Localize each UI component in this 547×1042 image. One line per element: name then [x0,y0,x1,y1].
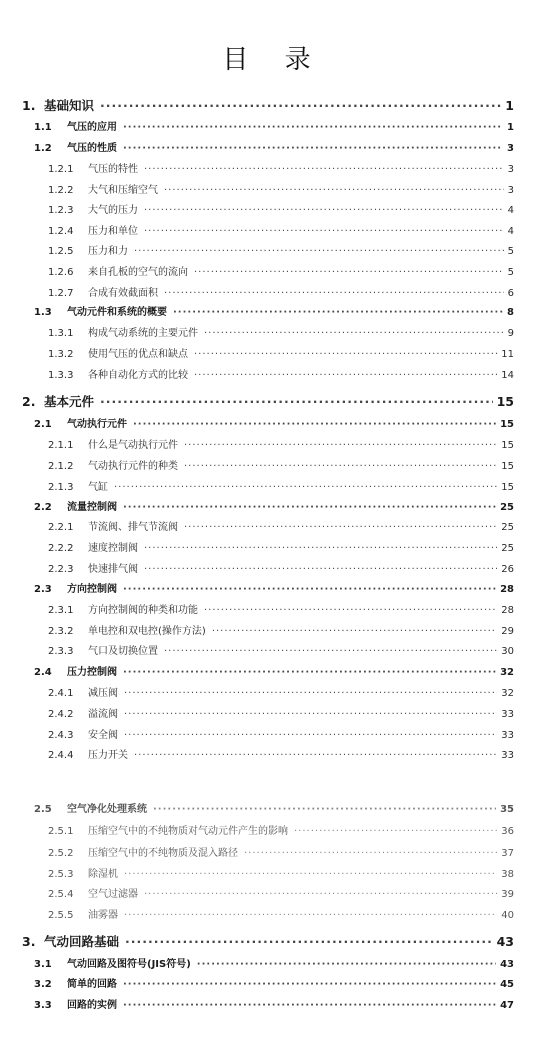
toc-entry-number: 3.1 [34,959,52,970]
toc-entry[interactable] [48,601,514,616]
toc-entry[interactable] [48,366,514,381]
toc-entry-number: 2.5.5 [48,910,74,921]
toc-entry-number: 2.5.4 [48,889,74,900]
toc-entry-title: 单电控和双电控(操作方法) [88,626,206,637]
toc-entry-title: 基础知识 [44,98,95,113]
toc-entry-page: 8 [507,307,514,318]
toc-entry[interactable] [48,539,514,554]
dot-leader [125,934,493,949]
toc-entry[interactable] [48,844,514,859]
toc-entry-title: 方向控制阀的种类和功能 [88,605,198,616]
toc-entry-number: 2.1.3 [48,482,74,493]
toc-entry-number: 2.4.2 [48,709,74,720]
toc-entry[interactable] [48,642,514,657]
toc-entry-title: 安全阀 [88,730,118,741]
toc-entry-number: 1.2.3 [48,205,74,216]
toc-entry[interactable] [34,118,514,133]
toc-entry-number: 3. [22,934,36,949]
toc-entry-title: 空气过滤器 [88,889,138,900]
dot-leader [123,502,496,513]
toc-entry-title: 速度控制阀 [88,543,138,554]
toc-entry-number: 2.3.2 [48,626,74,637]
toc-entry-title: 压力和单位 [88,226,138,237]
toc-entry-number: 1.2.1 [48,164,74,175]
toc-entry-title: 气动执行元件 [67,419,127,430]
dot-leader [100,394,493,409]
toc-entry-number: 2.3 [34,584,52,595]
toc-entry-number: 2.4.1 [48,688,74,699]
toc-entry-page: 26 [501,564,514,575]
toc-entry-page: 4 [507,205,514,216]
toc-entry[interactable] [48,160,514,175]
toc-entry-title: 除湿机 [88,869,118,880]
dot-leader [133,419,496,430]
toc-entry-title: 大气和压缩空气 [88,185,158,196]
toc-entry[interactable] [48,201,514,216]
toc-entry-title: 回路的实例 [67,1000,117,1011]
toc-entry-title: 气动元件和系统的概要 [67,307,167,318]
toc-entry-page: 30 [501,646,514,657]
toc-entry[interactable] [48,906,514,921]
toc-entry[interactable] [48,345,514,360]
toc-entry-number: 2.3.3 [48,646,74,657]
dot-leader [114,482,497,493]
toc-entry-page: 1 [507,122,514,133]
dot-leader [144,564,497,575]
toc-entry[interactable] [34,800,514,815]
toc-entry-number: 2.5.1 [48,826,74,837]
toc-entry-page: 3 [507,164,514,175]
toc-entry-page: 35 [500,804,514,815]
toc-entry-number: 1.2.2 [48,185,74,196]
toc-entry-title: 空气净化处理系统 [67,804,147,815]
toc-entry-number: 1.1 [34,122,52,133]
toc-entry[interactable] [48,865,514,880]
toc-entry-number: 1.2.4 [48,226,74,237]
toc-entry-page: 33 [501,750,514,761]
toc-entry-number: 1.3.3 [48,370,74,381]
toc-entry-number: 1. [22,98,36,113]
toc-entry-page: 15 [501,482,514,493]
toc-entry[interactable] [34,580,514,595]
toc-entry-title: 压力和力 [88,246,128,257]
toc-entry-page: 5 [507,267,514,278]
toc-entry-page: 32 [501,688,514,699]
dot-leader [244,848,497,859]
toc-entry-title: 合成有效截面积 [88,288,158,299]
dot-leader [197,959,496,970]
toc-entry-title: 大气的压力 [88,205,138,216]
toc-entry[interactable] [48,263,514,278]
toc-entry-page: 4 [507,226,514,237]
toc-entry-title: 各种自动化方式的比较 [88,370,188,381]
dot-leader [184,522,497,533]
toc-entry-page: 36 [501,826,514,837]
toc-entry-page: 28 [501,605,514,616]
dot-leader [204,605,497,616]
toc-entry-page: 15 [500,419,514,430]
toc-entry[interactable] [34,663,514,678]
toc-entry-title: 节流阀、排气节流阀 [88,522,178,533]
dot-leader [164,646,497,657]
toc-entry-number: 2.5 [34,804,52,815]
toc-entry-title: 什么是气动执行元件 [88,440,178,451]
toc-entry-page: 33 [501,730,514,741]
toc-entry-title: 气动回路基础 [44,934,120,949]
toc-entry-number: 2.4.4 [48,750,74,761]
toc-entry-title: 流量控制阀 [67,502,117,513]
toc-entry-number: 2.4 [34,667,52,678]
dot-leader [144,543,497,554]
toc-entry[interactable] [48,684,514,699]
toc-entry-title: 减压阀 [88,688,118,699]
toc-entry-title: 气动回路及图符号(JIS符号) [67,959,191,970]
toc-entry-page: 38 [501,869,514,880]
toc-entry[interactable] [34,498,514,513]
toc-entry-page: 45 [500,979,514,990]
dot-leader [123,1000,496,1011]
toc-entry-title: 压力开关 [88,750,128,761]
toc-entry-number: 1.2.5 [48,246,74,257]
toc-entry-page: 3 [507,185,514,196]
toc-entry-page: 29 [501,626,514,637]
toc-entry[interactable] [48,324,514,339]
toc-entry[interactable] [48,284,514,299]
toc-entry-page: 40 [501,910,514,921]
toc-entry-number: 2.2 [34,502,52,513]
toc-entry-title: 气口及切换位置 [88,646,158,657]
toc-entry[interactable] [34,996,514,1011]
toc-entry[interactable] [34,139,514,154]
dot-leader [194,370,497,381]
toc-entry-number: 1.3 [34,307,52,318]
dot-leader [123,122,503,133]
toc-entry[interactable] [48,222,514,237]
toc-entry-number: 2.2.3 [48,564,74,575]
dot-leader [184,440,497,451]
dot-leader [123,979,496,990]
toc-entry[interactable] [34,975,514,990]
toc-entry-number: 2.1.1 [48,440,74,451]
toc-entry-page: 43 [496,934,514,949]
toc-entry-title: 压力控制阀 [67,667,117,678]
dot-leader [124,709,497,720]
toc-entry[interactable] [48,518,514,533]
toc-entry-title: 气动执行元件的种类 [88,461,178,472]
toc-entry-title: 使用气压的优点和缺点 [88,349,188,360]
toc-entry-number: 3.3 [34,1000,52,1011]
toc-entry-number: 2.1 [34,419,52,430]
toc-entry-page: 15 [496,394,514,409]
toc-entry[interactable] [48,457,514,472]
toc-entry-number: 2.5.3 [48,869,74,880]
toc-entry[interactable] [34,415,514,430]
toc-entry-page: 28 [500,584,514,595]
toc-entry-number: 2.4.3 [48,730,74,741]
toc-entry-page: 5 [507,246,514,257]
toc-entry-title: 压缩空气中的不纯物质对气动元件产生的影响 [88,826,288,837]
toc-entry-number: 2.3.1 [48,605,74,616]
toc-entry[interactable] [48,436,514,451]
dot-leader [134,750,497,761]
toc-entry-page: 11 [501,349,514,360]
toc-entry-page: 9 [507,328,514,339]
page-title: 目 录 [222,45,325,76]
toc-entry-page: 37 [501,848,514,859]
toc-entry-title: 气缸 [88,482,108,493]
toc-entry-title: 方向控制阀 [67,584,117,595]
dot-leader [204,328,504,339]
dot-leader [294,826,497,837]
toc-entry-title: 气压的应用 [67,122,117,133]
dot-leader [164,185,504,196]
toc-entry-title: 油雾器 [88,910,118,921]
toc-entry-title: 溢流阀 [88,709,118,720]
toc-entry-number: 1.3.1 [48,328,74,339]
toc-entry[interactable] [34,955,514,970]
toc-entry-number: 1.2.6 [48,267,74,278]
toc-entry[interactable] [48,242,514,257]
toc-entry[interactable] [48,478,514,493]
dot-leader [144,889,497,900]
toc-entry-page: 47 [500,1000,514,1011]
toc-entry-page: 33 [501,709,514,720]
toc-entry[interactable] [48,560,514,575]
toc-entry-number: 1.3.2 [48,349,74,360]
dot-leader [124,910,497,921]
toc-entry[interactable] [34,303,514,318]
dot-leader [144,164,504,175]
toc-entry-page: 6 [507,288,514,299]
toc-entry-title: 气压的性质 [67,143,117,154]
dot-leader [134,246,504,257]
dot-leader [212,626,497,637]
toc-entry[interactable] [48,885,514,900]
dot-leader [123,667,496,678]
toc-entry-page: 25 [500,502,514,513]
dot-leader [124,869,497,880]
toc-entry[interactable] [22,96,514,114]
dot-leader [173,307,503,318]
toc-entry-page: 32 [500,667,514,678]
dot-leader [194,349,497,360]
dot-leader [144,226,504,237]
toc-entry-page: 43 [500,959,514,970]
toc-entry-page: 39 [501,889,514,900]
toc-entry-number: 2.2.1 [48,522,74,533]
dot-leader [194,267,504,278]
toc-entry-title: 简单的回路 [67,979,117,990]
toc-entry-page: 3 [507,143,514,154]
toc-entry-number: 2. [22,394,36,409]
toc-entry-number: 3.2 [34,979,52,990]
dot-leader [164,288,504,299]
toc-entry[interactable] [48,822,514,837]
dot-leader [123,584,496,595]
dot-leader [123,143,503,154]
toc-entry-page: 15 [501,461,514,472]
toc-entry-page: 25 [501,543,514,554]
toc-entry-title: 来自孔板的空气的流向 [88,267,188,278]
toc-entry-title: 基本元件 [44,394,95,409]
toc-entry-page: 25 [501,522,514,533]
toc-entry-page: 1 [505,98,514,113]
dot-leader [184,461,497,472]
toc-entry[interactable] [22,392,514,410]
toc-entry[interactable] [48,705,514,720]
dot-leader [153,804,496,815]
toc-entry[interactable] [48,746,514,761]
toc-entry[interactable] [48,726,514,741]
toc-entry-number: 2.5.2 [48,848,74,859]
toc-entry-page: 14 [501,370,514,381]
toc-entry[interactable] [48,181,514,196]
dot-leader [124,730,497,741]
toc-entry-title: 构成气动系统的主要元件 [88,328,198,339]
toc-entry-number: 1.2.7 [48,288,74,299]
toc-entry[interactable] [22,932,514,950]
toc-entry-number: 2.1.2 [48,461,74,472]
dot-leader [100,98,501,113]
toc-entry-number: 2.2.2 [48,543,74,554]
dot-leader [124,688,497,699]
toc-entry-title: 快速排气阀 [88,564,138,575]
dot-leader [144,205,504,216]
toc-entry-title: 压缩空气中的不纯物质及混入路径 [88,848,238,859]
toc-entry-title: 气压的特性 [88,164,138,175]
toc-entry-number: 1.2 [34,143,52,154]
toc-entry[interactable] [48,622,514,637]
toc-entry-page: 15 [501,440,514,451]
